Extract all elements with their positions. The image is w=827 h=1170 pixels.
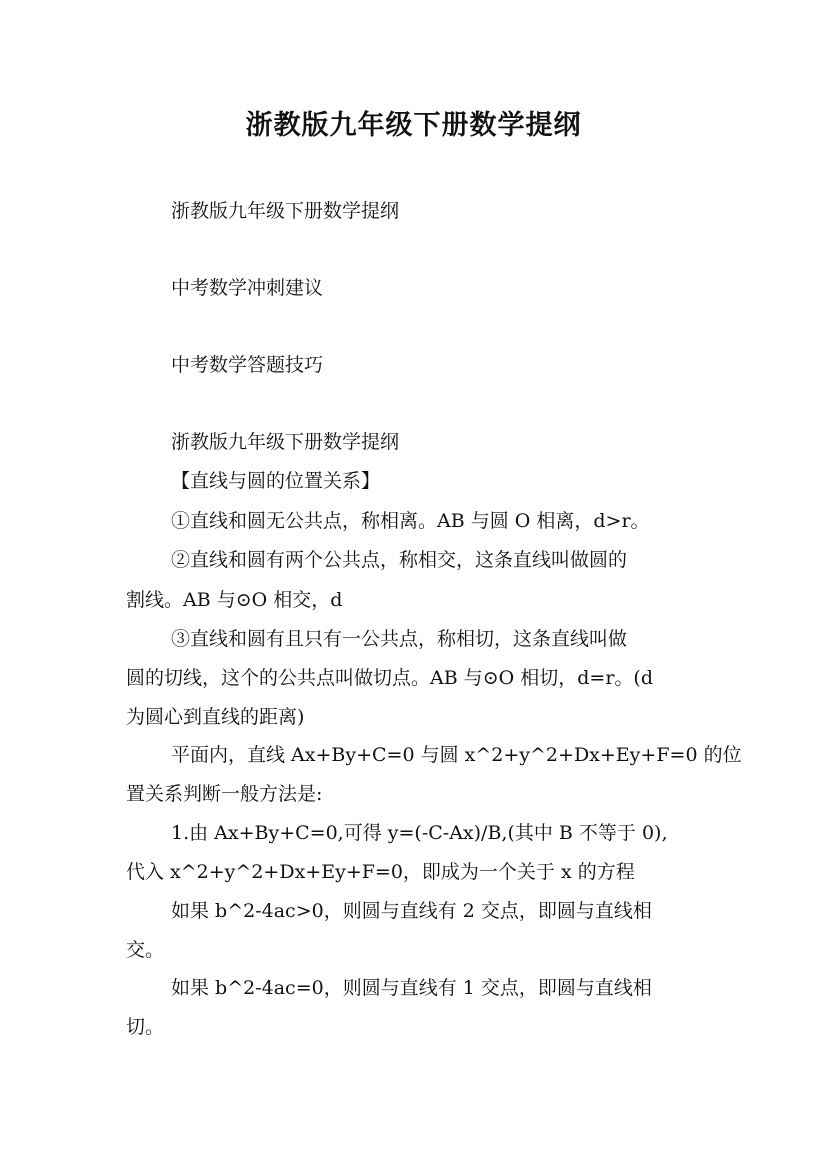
paragraph-line: 浙教版九年级下册数学提纲	[171, 431, 400, 453]
paragraph-line: 置关系判断一般方法是:	[126, 783, 323, 805]
paragraph-line: ①直线和圆无公共点，称相离。AB 与圆 O 相离，d>r。	[171, 510, 650, 532]
paragraph-line: 浙教版九年级下册数学提纲	[171, 200, 400, 222]
paragraph-line: 切。	[126, 1016, 165, 1038]
paragraph-line: 中考数学答题技巧	[171, 354, 324, 376]
paragraph-line: 圆的切线，这个的公共点叫做切点。AB 与⊙O 相切，d=r。(d	[126, 667, 654, 689]
paragraph-line: 代入 x^2+y^2+Dx+Ey+F=0，即成为一个关于 x 的方程	[126, 861, 635, 883]
document-title: 浙教版九年级下册数学提纲	[245, 110, 582, 141]
paragraph-line: 平面内，直线 Ax+By+C=0 与圆 x^2+y^2+Dx+Ey+F=0 的位	[171, 744, 742, 766]
paragraph-line: 中考数学冲刺建议	[171, 277, 324, 299]
paragraph-line: 如果 b^2-4ac>0，则圆与直线有 2 交点，即圆与直线相	[171, 900, 652, 922]
paragraph-line: 割线。AB 与⊙O 相交，d	[126, 589, 343, 611]
paragraph-line: ②直线和圆有两个公共点，称相交，这条直线叫做圆的	[171, 549, 628, 571]
paragraph-line: 1.由 Ax+By+C=0,可得 y=(-C-Ax)/B,(其中 B 不等于 0),	[171, 822, 668, 844]
paragraph-line: 如果 b^2-4ac=0，则圆与直线有 1 交点，即圆与直线相	[171, 977, 652, 999]
paragraph-line: 交。	[126, 939, 165, 961]
paragraph-line: ③直线和圆有且只有一公共点，称相切，这条直线叫做	[171, 628, 628, 650]
section-heading: 【直线与圆的位置关系】	[171, 470, 381, 492]
paragraph-line: 为圆心到直线的距离)	[126, 706, 305, 728]
